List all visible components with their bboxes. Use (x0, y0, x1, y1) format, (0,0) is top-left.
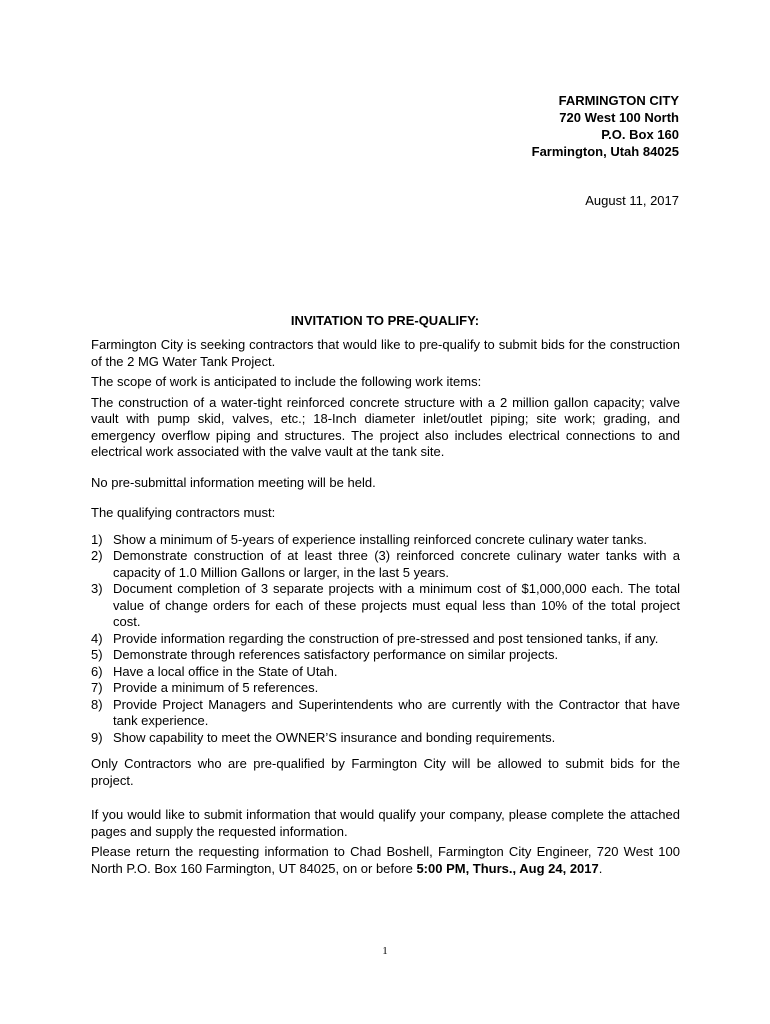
list-item (91, 532, 680, 549)
list-text: Provide Project Managers and Superintendents who are currently with the Contractor that have tank experience. (113, 696, 680, 728)
meeting-paragraph: No pre-submittal information meeting will be held. (91, 474, 376, 490)
list-number: 4) (91, 630, 103, 646)
list-number: 5) (91, 647, 103, 662)
list-number: 1) (91, 531, 103, 547)
list-number: 8) (91, 696, 103, 712)
submit-paragraph: If you would like to submit information that would qualify your company, please complete the attached pages and supply the requested information. (91, 807, 680, 839)
must-paragraph: The qualifying contractors must: (91, 505, 276, 520)
letterhead-address (532, 92, 679, 160)
deadline-end: . (598, 860, 603, 876)
list-text: Have a local office in the State of Utah. (113, 663, 338, 679)
list-item (91, 730, 680, 747)
scope-paragraph: The construction of a water-tight reinforced concrete structure with a 2 million gallon capacity; valve vault with pump skid, valves, etc.; 18-Inch diameter inlet/outlet piping; site work; grading, and emergency overflow piping and structures. The project also includes electrical connections to and electrical work associated with the valve vault at the tank site. (91, 394, 680, 459)
list-item (91, 647, 680, 664)
letter-date: August 11, 2017 (585, 193, 679, 208)
intro-paragraph: Farmington City is seeking contractors that would like to pre-qualify to submit bids for the construction of the 2 MG Water Tank Project. (91, 337, 680, 369)
list-text: Demonstrate through references satisfactory performance on similar projects. (113, 647, 559, 662)
list-number: 3) (91, 581, 103, 596)
list-item (91, 581, 680, 631)
list-item (91, 697, 680, 730)
document-title: INVITATION TO PRE-QUALIFY: (290, 313, 480, 328)
document-body (91, 337, 680, 881)
city-state-zip: Farmington, Utah 84025 (531, 144, 679, 159)
city-name: FARMINGTON CITY (558, 93, 679, 108)
only-contractors-paragraph: Only Contractors who are pre-qualified by Farmington City will be allowed to submit bids for the project. (91, 756, 680, 788)
return-text: Please return the requesting information to Chad Boshell, Farmington City Engineer, 720 West 100 North P.O. Box 160 Farmington, UT 84025, on or before (91, 844, 680, 876)
return-paragraph (91, 844, 680, 877)
list-text: Provide information regarding the construction of pre-stressed and post tensioned tanks, if any. (113, 630, 659, 646)
list-text: Show a minimum of 5-years of experience installing reinforced concrete culinary water tanks. (113, 531, 647, 547)
list-item (91, 631, 680, 648)
street-address: 720 West 100 North (559, 110, 679, 125)
list-item (91, 664, 680, 681)
list-number: 6) (91, 663, 103, 679)
list-number: 2) (91, 548, 103, 563)
list-text: Show capability to meet the OWNER’S insurance and bonding requirements. (113, 729, 556, 745)
list-item (91, 680, 680, 697)
list-item (91, 548, 680, 581)
requirements-list (91, 532, 680, 747)
list-number: 7) (91, 680, 103, 695)
list-text: Provide a minimum of 5 references. (113, 680, 319, 695)
deadline: 5:00 PM, Thurs., Aug 24, 2017 (416, 860, 599, 876)
list-text: Demonstrate construction of at least three (3) reinforced concrete culinary water tanks with a capacity of 1.0 Million Gallons or larger, in the last 5 years. (113, 548, 680, 580)
page-number: 1 (382, 945, 388, 957)
po-box: P.O. Box 160 (601, 127, 679, 142)
list-number: 9) (91, 729, 103, 745)
list-text: Document completion of 3 separate projects with a minimum cost of $1,000,000 each. The total value of change orders for each of these projects must equal less than 10% of the total project cost. (113, 581, 680, 629)
scope-intro-paragraph: The scope of work is anticipated to include the following work items: (91, 374, 482, 389)
